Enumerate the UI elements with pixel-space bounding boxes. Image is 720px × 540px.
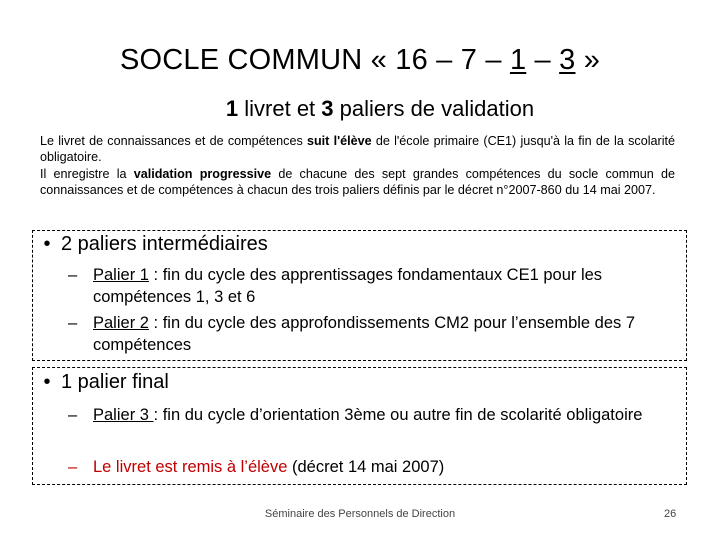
footer-text: Séminaire des Personnels de Direction	[264, 508, 456, 520]
stage-1-label: Palier 1	[93, 266, 149, 284]
stage-1-item	[68, 264, 693, 308]
subtitle-text-1: livret et	[238, 96, 322, 121]
stage-3-item	[68, 404, 693, 426]
intro-p2-bold: validation progressive	[133, 166, 272, 181]
intro-p2-b: de chacune des sept grandes compétences du socle commun de connaissances et de compétences à chacun des trois paliers définis par le décret n°2007-860 du 14 mai 2007.	[40, 166, 675, 197]
dash-icon: –	[68, 266, 78, 284]
stage-2-label: Palier 2	[93, 314, 149, 332]
final-stage-box	[32, 367, 687, 485]
stage-3-text: : fin du cycle d’orientation 3ème ou autre fin de scolarité obligatoire	[153, 406, 643, 424]
intermediate-stages-box	[32, 230, 687, 361]
intro-p1-a: Le livret de connaissances et de compétences	[40, 134, 307, 148]
title-prefix: SOCLE COMMUN « 16 – 7 –	[119, 44, 510, 76]
bullet-dot-icon: •	[43, 233, 51, 255]
title-separator: –	[526, 44, 560, 76]
page-number: 26	[664, 508, 677, 520]
dash-icon: –	[68, 314, 78, 332]
bullet-final-text: 1 palier final	[61, 371, 169, 393]
intro-p1-b: de l'école primaire (CE1) jusqu'à la fin de la scolarité obligatoire.	[40, 134, 675, 165]
title-three: 3	[559, 44, 576, 76]
stage-2-text: : fin du cycle des approfondissements CM2 pour l’ensemble des 7 compétences	[93, 314, 636, 354]
intro-p1	[40, 133, 675, 166]
dash-icon: –	[68, 458, 78, 476]
dash-icon: –	[68, 406, 78, 424]
handover-item	[68, 456, 693, 478]
intro-p2-a: Il enregistre la	[40, 166, 134, 181]
bullet-intermediate-text: 2 paliers intermédiaires	[61, 233, 268, 255]
intro-paragraph	[40, 133, 675, 198]
intro-p1-bold: suit l'élève	[306, 134, 372, 148]
handover-text: (décret 14 mai 2007)	[287, 458, 445, 476]
bullet-final	[33, 371, 169, 394]
bullet-intermediate	[33, 233, 268, 256]
subtitle-num-3: 3	[321, 96, 334, 121]
handover-red-text: Le livret est remis à l’élève	[93, 458, 288, 476]
stage-3-label: Palier 3	[93, 406, 154, 424]
bullet-dot-icon: •	[43, 371, 51, 393]
slide-subtitle	[0, 96, 720, 122]
title-one: 1	[509, 44, 527, 76]
subtitle-num-1: 1	[225, 96, 239, 121]
stage-1-text: : fin du cycle des apprentissages fondamentaux CE1 pour les compétences 1, 3 et 6	[93, 266, 603, 306]
intro-p2	[40, 166, 675, 199]
stage-2-item	[68, 312, 693, 356]
subtitle-text-2: paliers de validation	[333, 96, 535, 121]
slide-title	[0, 44, 720, 77]
title-suffix: »	[575, 44, 601, 76]
